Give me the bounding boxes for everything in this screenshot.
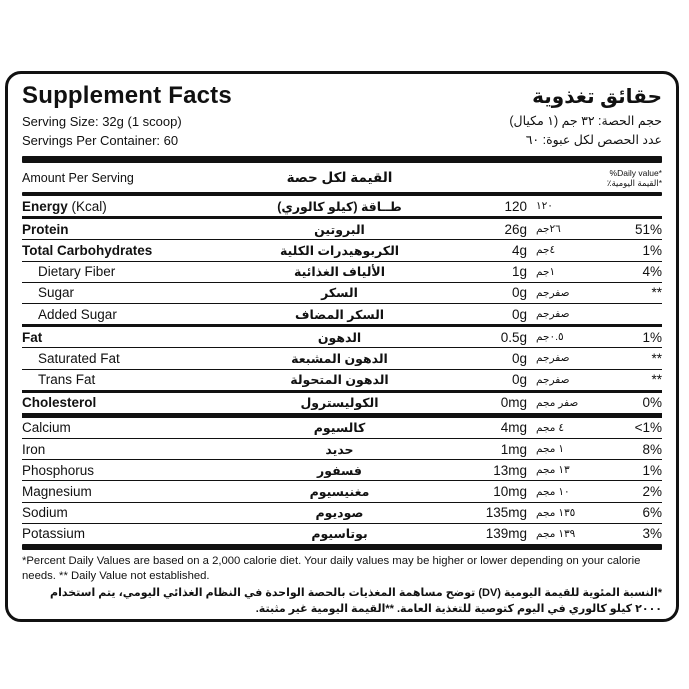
daily-value: 3% — [642, 526, 662, 542]
nutrient-name-en: Potassium — [22, 526, 86, 542]
daily-value: ** — [651, 285, 662, 301]
supplement-facts-label — [5, 71, 679, 622]
nutrient-name-ar: مغنيسيوم — [309, 485, 370, 500]
amount-ar: ١٢٠ — [536, 200, 553, 213]
footnote-en: *Percent Daily Values are based on a 2,000 calorie diet. Your daily values may be higher or lower depending on your calorie needs. ** Daily Value not established. — [22, 555, 641, 582]
amount-en: 10mg — [493, 484, 527, 500]
amount-en: 0g — [511, 372, 527, 388]
amount-en: 135mg — [485, 505, 527, 521]
divider-thick-top — [22, 156, 662, 163]
table-row — [22, 370, 662, 393]
amount-en: 4g — [511, 242, 527, 258]
label-title-en: Supplement Facts — [22, 82, 232, 109]
table-header-row — [22, 163, 662, 192]
table-row — [22, 503, 662, 524]
amount-en: 0g — [511, 306, 527, 322]
amount-ar: ١٠ مجم — [536, 485, 570, 498]
nutrient-name-ar: صوديوم — [315, 506, 364, 521]
nutrient-name-ar: كالسيوم — [313, 421, 366, 436]
amount-ar: ٤ مجم — [536, 421, 564, 434]
nutrient-name-ar: فسفور — [317, 463, 362, 478]
nutrient-name-ar: حديد — [325, 442, 354, 457]
nutrient-name-en: Cholesterol — [22, 395, 97, 411]
daily-value-header — [432, 168, 662, 188]
nutrient-name-ar: الكوليسترول — [300, 396, 379, 411]
servings-per-container-en: Servings Per Container: 60 — [22, 133, 179, 148]
amount-ar: ٠.٥جم — [536, 331, 564, 344]
amount-ar: ٤جم — [536, 244, 556, 257]
amount-ar: ١ مجم — [536, 443, 564, 456]
daily-value: ** — [651, 350, 662, 366]
daily-value: 51% — [634, 221, 662, 237]
title-bar — [22, 82, 662, 110]
nutrient-name-ar: الدهون المتحولة — [290, 373, 389, 388]
nutrient-name-ar: الألياف الغذائية — [294, 265, 385, 280]
amount-per-serving-label-en: Amount Per Serving — [22, 170, 134, 185]
daily-value: <1% — [634, 420, 662, 436]
footnote-ar: *النسبة المئوية للقيمة اليومية (DV) توضح مساهمة المغذيات بالحصة الواحدة في النظام الغذائي اليومي، يتم استخدام ٢٠٠٠ كيلو كالوري في اليوم كتوصية للتغذية العامة. **القيمة اليومية غير مثبتة. — [50, 587, 662, 615]
table-row — [22, 393, 662, 418]
amount-ar: ١٣٥ مجم — [536, 506, 576, 519]
daily-value: 1% — [642, 462, 662, 478]
amount-en: 13mg — [493, 462, 527, 478]
daily-value: 4% — [642, 264, 662, 280]
amount-en: 4mg — [500, 420, 527, 436]
nutrient-name-ar: السكر المضاف — [294, 307, 385, 322]
amount-en: 1mg — [500, 441, 527, 457]
amount-en: 0.5g — [500, 329, 527, 345]
table-row — [22, 196, 662, 219]
nutrient-name-ar: الكربوهيدرات الكلية — [279, 243, 400, 258]
nutrient-name-en: Sodium — [22, 505, 68, 521]
nutrient-name-en: Energy (Kcal) — [22, 198, 107, 214]
table-row — [22, 439, 662, 460]
amount-ar: صفرجم — [536, 373, 570, 386]
nutrient-name-ar: السكر — [321, 286, 358, 301]
table-row — [22, 262, 662, 283]
nutrient-name-en: Magnesium — [22, 484, 92, 500]
amount-en: 26g — [504, 221, 527, 237]
table-row — [22, 524, 662, 544]
table-row — [22, 327, 662, 348]
nutrient-name-en: Iron — [22, 441, 46, 457]
amount-per-serving-label-ar: القيمة لكل حصة — [286, 169, 393, 185]
nutrient-name-ar: الدهون المشبعة — [291, 351, 388, 366]
label-title-ar: حقائق تغذوية — [532, 86, 662, 108]
nutrient-name-en: Sugar — [38, 285, 75, 301]
amount-en: 0g — [511, 285, 527, 301]
nutrient-name-ar: الدهون — [317, 330, 362, 345]
nutrient-name-en: Total Carbohydrates — [22, 242, 153, 258]
daily-value-label-ar: *القيمة اليومية٪ — [606, 177, 662, 188]
servings-per-container-ar: عدد الحصص لكل عبوة: ٦٠ — [525, 133, 662, 147]
table-row — [22, 283, 662, 304]
amount-en: 120 — [504, 198, 527, 214]
daily-value: 8% — [642, 441, 662, 457]
daily-value: ** — [651, 372, 662, 388]
table-row — [22, 460, 662, 481]
amount-ar: ١٣ مجم — [536, 464, 570, 477]
amount-ar: ١جم — [536, 265, 556, 278]
amount-ar: ١٣٩ مجم — [536, 527, 576, 540]
nutrient-name-ar: طــاقة (كيلو كالوري) — [277, 199, 402, 214]
nutrient-name-en: Saturated Fat — [38, 350, 120, 366]
divider-thick-bottom — [22, 544, 662, 550]
table-row — [22, 240, 662, 261]
amount-ar: صفرجم — [536, 286, 570, 299]
nutrient-name-en: Phosphorus — [22, 462, 95, 478]
amount-en: 139mg — [485, 526, 527, 542]
table-row — [22, 481, 662, 502]
serving-size-en: Serving Size: 32g (1 scoop) — [22, 114, 182, 129]
amount-ar: صفرجم — [536, 352, 570, 365]
nutrient-name-en: Calcium — [22, 420, 71, 436]
serving-size-ar: حجم الحصة: ٣٢ جم (١ مكيال) — [509, 114, 662, 128]
amount-ar: صفرجم — [536, 308, 570, 321]
amount-en: 0g — [511, 350, 527, 366]
table-row — [22, 418, 662, 439]
amount-ar: صفر مجم — [536, 396, 579, 409]
table-row — [22, 219, 662, 240]
daily-value: 2% — [642, 484, 662, 500]
nutrient-name-en: Dietary Fiber — [38, 264, 116, 280]
daily-value: 1% — [642, 242, 662, 258]
table-row — [22, 304, 662, 327]
amount-en: 1g — [511, 264, 527, 280]
nutrient-name-en: Added Sugar — [38, 306, 117, 322]
daily-value: 0% — [642, 395, 662, 411]
nutrient-name-ar: بوتاسيوم — [311, 527, 368, 542]
nutrient-name-en: Protein — [22, 221, 69, 237]
serving-info — [22, 112, 662, 150]
amount-ar: ٢٦جم — [536, 223, 561, 236]
daily-value-label-en: %Daily value* — [609, 167, 662, 178]
nutrient-name-en: Fat — [22, 329, 43, 345]
nutrient-name-ar: البروتين — [314, 222, 365, 237]
amount-en: 0mg — [500, 395, 527, 411]
daily-value: 6% — [642, 505, 662, 521]
nutrient-name-en: Trans Fat — [38, 372, 96, 388]
daily-value: 1% — [642, 329, 662, 345]
table-row — [22, 348, 662, 369]
